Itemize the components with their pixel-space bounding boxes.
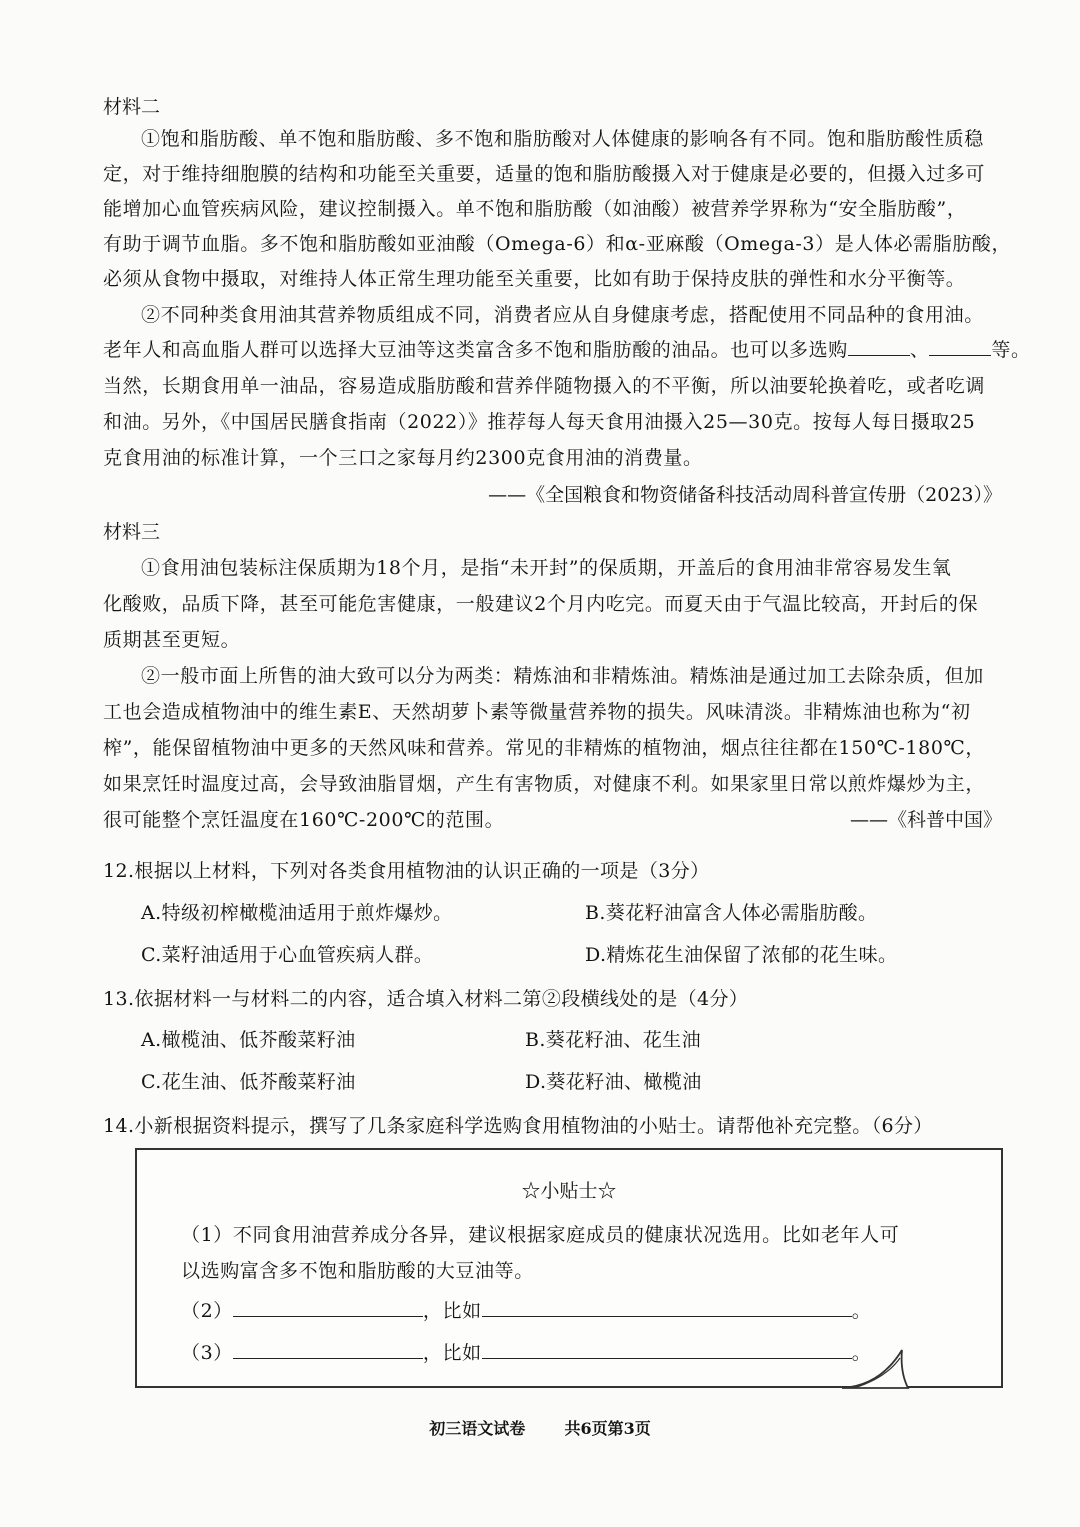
material3-line: 如果烹饪时温度过高，会导致油脂冒烟，产生有害物质，对健康不利。如果家里日常以煎炸爆炒为主， [103, 773, 986, 795]
tip-2-label: （2） [181, 1300, 233, 1322]
material2-line: 定，对于维持细胞膜的结构和功能至关重要，适量的饱和脂肪酸摄入对于健康是必要的，但摄入过多可 [103, 163, 986, 185]
material2-line: 和油。另外，《中国居民膳食指南（2022）》推荐每人每天食用油摄入25—30克。按每人每日摄取25 [103, 411, 976, 433]
material2-line: 克食用油的标准计算，一个三口之家每月约2300克食用油的消费量。 [103, 447, 703, 469]
tip-3-blank-1[interactable] [233, 1339, 423, 1359]
tip-2-blank-1[interactable] [233, 1297, 423, 1317]
material3-line: 质期甚至更短。 [103, 629, 241, 651]
q13-option-b[interactable]: B.葵花籽油、花生油 [525, 1029, 702, 1051]
tips-title: ☆小贴士☆ [521, 1180, 617, 1202]
q13-option-a[interactable]: A.橄榄油、低芥酸菜籽油 [141, 1029, 356, 1051]
q12-option-a[interactable]: A.特级初榨橄榄油适用于煎炸爆炒。 [141, 902, 453, 924]
fill-blank-1[interactable] [848, 336, 910, 356]
footer-pages: 共6页第3页 [564, 1419, 651, 1438]
material2-source: ——《全国粮食和物资储备科技活动周科普宣传册（2023）》 [488, 484, 1002, 506]
q12-option-d[interactable]: D.精炼花生油保留了浓郁的花生味。 [585, 944, 898, 966]
q13-stem: 13.依据材料一与材料二的内容，适合填入材料二第②段横线处的是（4分） [103, 988, 749, 1010]
tip-2-blank-2[interactable] [482, 1297, 852, 1317]
material2-line: 必须从食物中摄取，对维持人体正常生理功能至关重要，比如有助于保持皮肤的弹性和水分平衡等。 [103, 268, 966, 290]
material2-line: 当然，长期食用单一油品，容易造成脂肪酸和营养伴随物摄入的不平衡，所以油要轮换着吃，或者吃调 [103, 375, 986, 397]
tip-1-line1: （1）不同食用油营养成分各异，建议根据家庭成员的健康状况选用。比如老年人可 [181, 1224, 900, 1246]
material2-line: 有助于调节血脂。多不饱和脂肪酸如亚油酸（Omega-6）和α-亚麻酸（Omega-3）是人体必需脂肪酸， [103, 233, 1012, 255]
tip-2-mid: ，比如 [422, 1300, 482, 1322]
page-footer [0, 1416, 1080, 1439]
material2-line: 能增加心血管疾病风险，建议控制摄入。单不饱和脂肪酸（如油酸）被营养学界称为“安全脂肪酸”， [103, 198, 967, 220]
material2-line: ②不同种类食用油其营养物质组成不同，消费者应从自身健康考虑，搭配使用不同品种的食用油。 [141, 304, 984, 326]
material3-line: ②一般市面上所售的油大致可以分为两类：精炼油和非精炼油。精炼油是通过加工去除杂质，但加 [141, 665, 984, 687]
material2-line7-end: 等。 [991, 339, 1031, 361]
q12-stem: 12.根据以上材料，下列对各类食用植物油的认识正确的一项是（3分） [103, 860, 710, 882]
tip-3-mid: ，比如 [422, 1342, 482, 1364]
tip-1-line2: 以选购富含多不饱和脂肪酸的大豆油等。 [181, 1260, 534, 1282]
tip-3 [181, 1338, 871, 1365]
tip-2 [181, 1296, 871, 1323]
material3-heading: 材料三 [103, 521, 161, 543]
material2-line-with-blanks [103, 335, 1031, 362]
q13-option-c[interactable]: C.花生油、低芥酸菜籽油 [141, 1071, 356, 1093]
material2-line7-text: 老年人和高血脂人群可以选择大豆油等这类富含多不饱和脂肪酸的油品。也可以多选购 [103, 339, 848, 361]
footer-subject: 初三语文试卷 [429, 1419, 526, 1438]
material3-line: 榨”，能保留植物油中更多的天然风味和营养。常见的非精炼的植物油，烟点往往都在150℃-180℃， [103, 737, 985, 759]
material2-line: ①饱和脂肪酸、单不饱和脂肪酸、多不饱和脂肪酸对人体健康的影响各有不同。饱和脂肪酸性质稳 [141, 128, 984, 150]
tip-3-blank-2[interactable] [482, 1339, 852, 1359]
material2-heading: 材料二 [103, 96, 161, 118]
material3-source: ——《科普中国》 [849, 809, 1002, 831]
tip-3-label: （3） [181, 1342, 233, 1364]
tip-2-end: 。 [851, 1300, 872, 1322]
fill-blank-2[interactable] [929, 336, 991, 356]
q12-option-b[interactable]: B.葵花籽油富含人体必需脂肪酸。 [585, 902, 878, 924]
material3-line: 工也会造成植物油中的维生素E、天然胡萝卜素等微量营养物的损失。风味清淡。非精炼油也称为“初 [103, 701, 971, 723]
q13-option-d[interactable]: D.葵花籽油、橄榄油 [525, 1071, 702, 1093]
q12-option-c[interactable]: C.菜籽油适用于心血管疾病人群。 [141, 944, 434, 966]
blank-separator: 、 [909, 339, 930, 361]
tip-3-end: 。 [851, 1342, 872, 1364]
material3-line: 很可能整个烹饪温度在160℃-200℃的范围。 [103, 809, 505, 831]
page-curl-decoration [840, 1348, 910, 1394]
q14-stem: 14.小新根据资料提示，撰写了几条家庭科学选购食用植物油的小贴士。请帮他补充完整。（6分） [103, 1115, 933, 1137]
material3-line: ①食用油包装标注保质期为18个月，是指“未开封”的保质期，开盖后的食用油非常容易发生氧 [141, 557, 952, 579]
material3-line: 化酸败，品质下降，甚至可能危害健康，一般建议2个月内吃完。而夏天由于气温比较高，开封后的保 [103, 593, 979, 615]
